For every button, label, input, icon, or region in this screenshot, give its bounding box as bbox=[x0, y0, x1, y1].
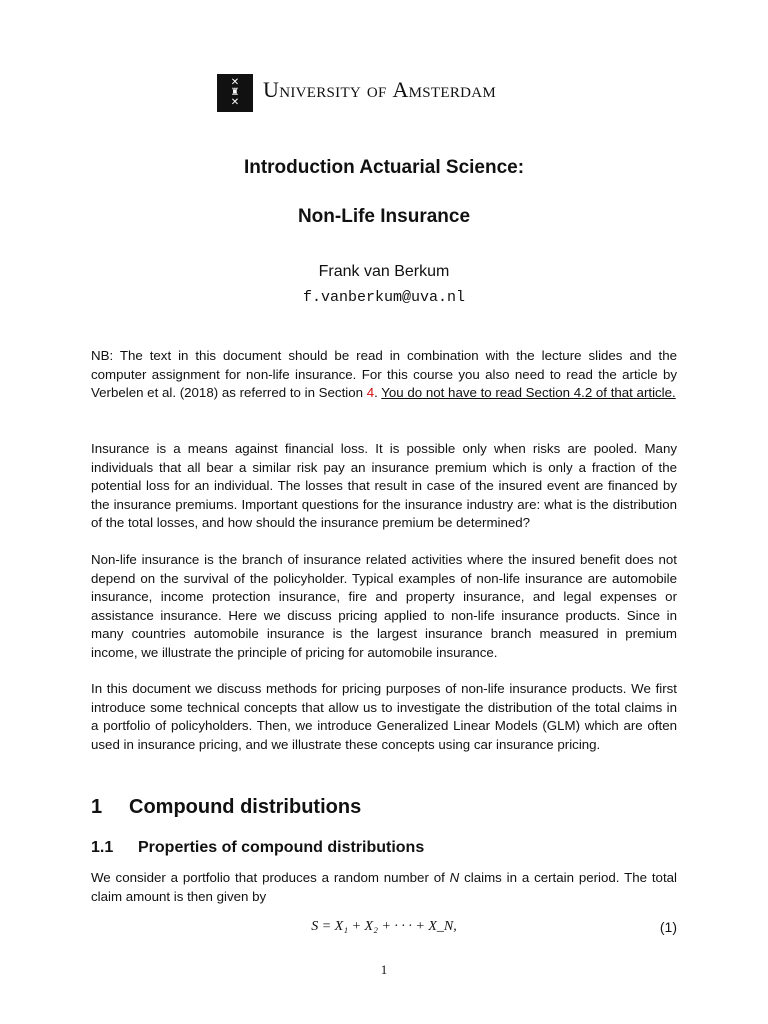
page-number: 1 bbox=[380, 962, 388, 977]
section-heading: 1 Compound distributions bbox=[91, 796, 362, 818]
nb-paragraph: NB: The text in this document should be read in combination with the lecture slides and the computer assignment for non-life insurance. For this course you also need to read the article by Verbelen et al. (2018) as referred to in Section 4. You do not have to read Section 4.2 of that article. bbox=[91, 348, 677, 400]
body-paragraph: In this document we discuss methods for pricing purposes of non-life insurance products. We first introduce some technical concepts that allow us to investigate the distribution of the total claims in a portfolio of policyholders. Then, we introduce Generalized Linear Models (GLM) which are often used in insurance pricing, and we illustrate these concepts using car insurance pricing. bbox=[91, 681, 677, 752]
author-email[interactable]: f.vanberkum@uva.nl bbox=[302, 289, 466, 306]
logo-cross-icon: ✕ bbox=[230, 77, 240, 88]
university-logo bbox=[217, 74, 253, 112]
document-title: Introduction Actuarial Science: bbox=[243, 157, 525, 178]
body-paragraph: Insurance is a means against financial loss. It is possible only when risks are pooled. Many individuals that all bear a similar risk pay an insurance premium which is only a fraction of the potential loss for an individual. The losses that result in case of the insured event are financed by the insurance premiums. Important questions for the insurance industry are: what is the distribution of the total losses, and how should the insurance premium be determined? bbox=[91, 441, 677, 530]
body-paragraph: Non-life insurance is the branch of insurance related activities where the insured benefit does not depend on the survival of the policyholder. Typical examples of non-life insurance are automobile insurance, income protection insurance, fire and property insurance, and legal expenses or assistance insurance. Here we discuss pricing applied to non-life insurance products. Since in many countries automobile insurance is the largest insurance branch measured in premium income, we illustrate the principle of pricing for automobile insurance. bbox=[91, 552, 677, 660]
section-link[interactable]: 4 bbox=[366, 385, 375, 400]
logo-cross-icon: ✕ bbox=[230, 97, 240, 108]
author-name: Frank van Berkum bbox=[318, 263, 450, 280]
underlined-note: You do not have to read Section 4.2 of that article. bbox=[381, 385, 676, 400]
document-subtitle: Non-Life Insurance bbox=[297, 206, 471, 227]
equation: S = X₁ + X₂ + · · · + X_N, bbox=[311, 919, 457, 934]
university-name: University of Amsterdam bbox=[263, 77, 497, 102]
equation-number: (1) bbox=[659, 919, 677, 935]
logo-tower-icon: ♜ bbox=[230, 87, 240, 98]
subsection-heading: 1.1 Properties of compound distributions bbox=[91, 839, 425, 856]
body-paragraph: We consider a portfolio that produces a random number of N claims in a certain period. The total claim amount is then given by bbox=[91, 870, 677, 904]
